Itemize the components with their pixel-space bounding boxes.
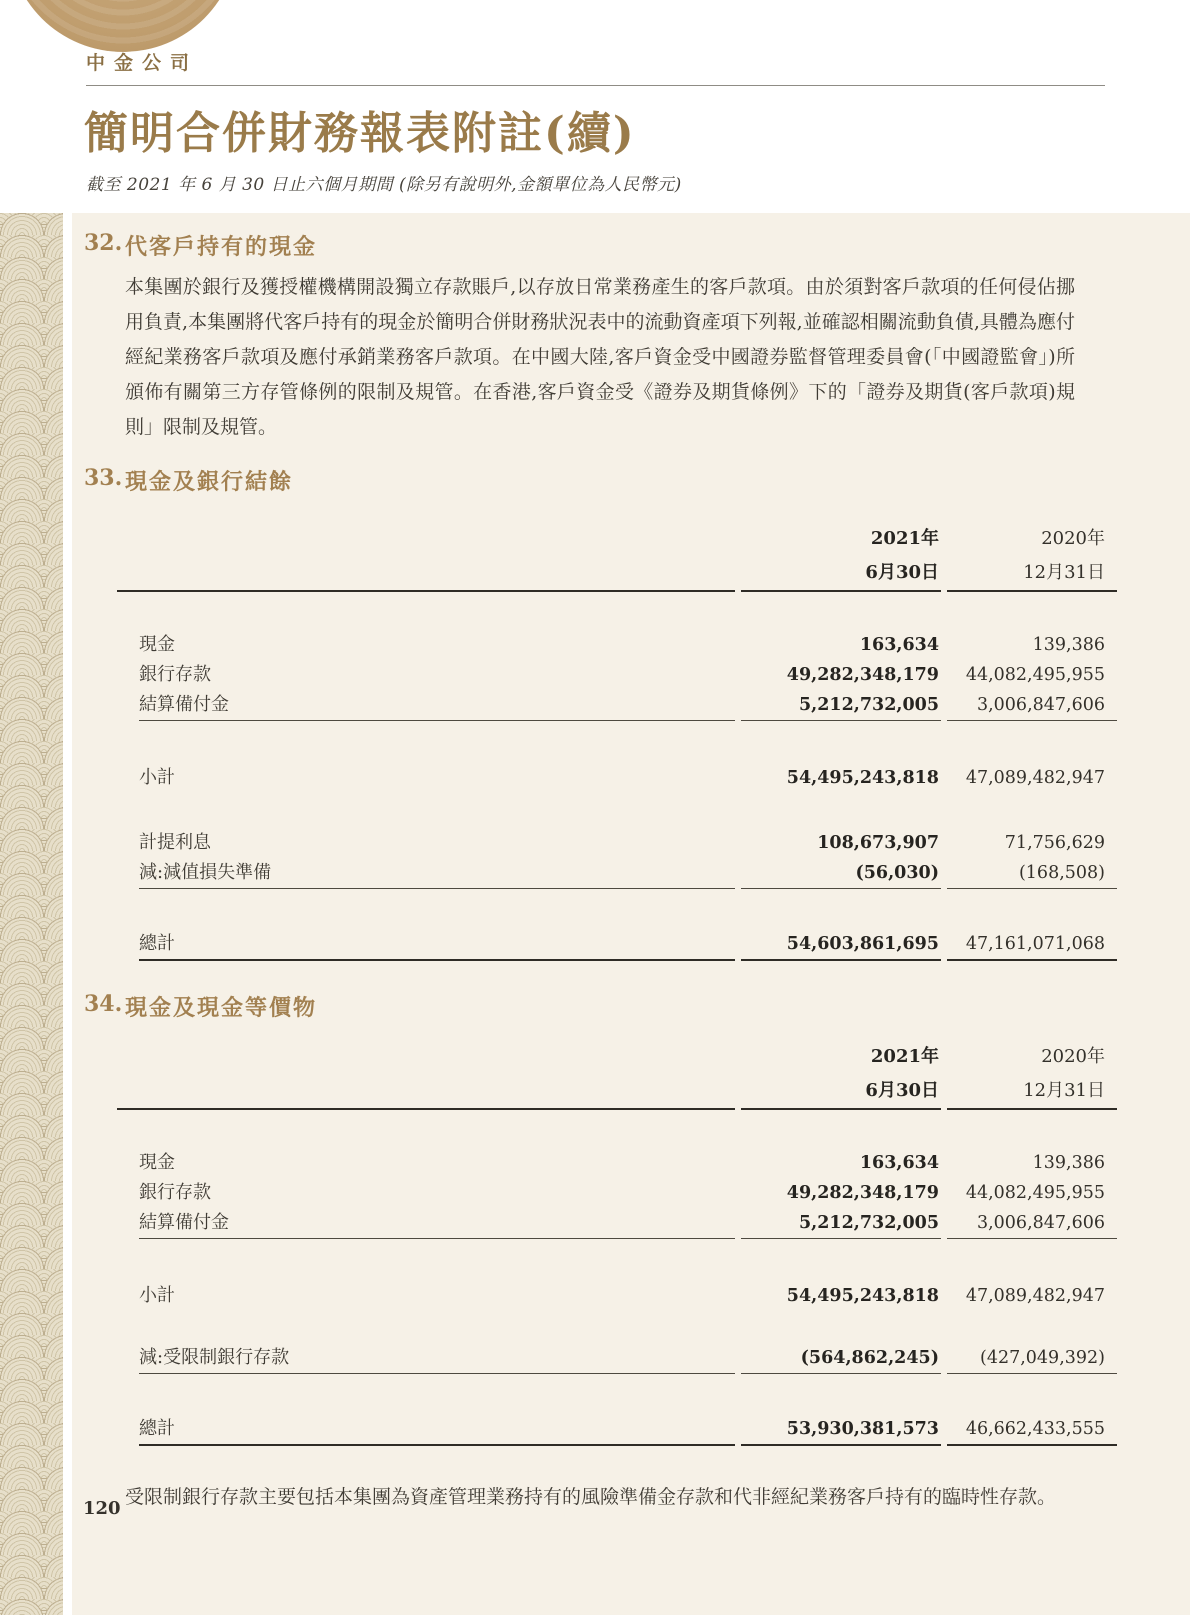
row-label: 銀行存款: [139, 664, 211, 685]
table-34-header: [117, 1040, 1117, 1108]
table-row: [117, 660, 1117, 690]
document-title: 簡明合併財務報表附註(續): [84, 108, 636, 159]
section-34-heading: [84, 961, 1190, 1022]
header-rule: [117, 590, 1117, 592]
section-32: [72, 213, 1190, 445]
section-33: [72, 445, 1190, 961]
table-row: [117, 1178, 1117, 1208]
table-row: [117, 828, 1117, 858]
row-label: 銀行存款: [139, 1182, 211, 1203]
column-header-2021: 2021年 6月30日: [865, 1046, 939, 1101]
total-rule: [117, 959, 1117, 961]
column-header-2020: 2020年 12月31日: [1023, 1046, 1105, 1101]
table-33-header: [117, 522, 1117, 590]
value-2021: 49,282,348,179: [786, 1183, 939, 1203]
value-2020: 139,386: [1032, 1153, 1105, 1173]
value-2020: (427,049,392): [980, 1348, 1105, 1368]
section-32-title: 代客戶持有的現金: [125, 234, 318, 260]
value-2020: 47,089,482,947: [965, 1286, 1105, 1306]
table-row-subtotal: [117, 763, 1117, 793]
row-label: 計提利息: [139, 832, 211, 853]
table-row: [117, 1148, 1117, 1178]
table-row-subtotal: [117, 1281, 1117, 1311]
content-area: [72, 213, 1190, 1615]
section-34-number: 34.: [84, 991, 123, 1017]
row-label: 小計: [139, 1285, 175, 1306]
section-32-number: 32.: [84, 230, 123, 256]
value-2021: 163,634: [859, 1153, 939, 1173]
row-label: 總計: [139, 933, 175, 954]
table-row: [117, 1208, 1117, 1238]
company-name: 中金公司: [86, 52, 199, 74]
table-cash-and-cash-equivalents: [117, 1040, 1117, 1446]
value-2021: 163,634: [859, 635, 939, 655]
row-label: 減:受限制銀行存款: [139, 1347, 290, 1368]
table-row-total: [117, 1414, 1117, 1444]
table-row-total: [117, 929, 1117, 959]
document-subtitle: 截至 2021 年 6 月 30 日止六個月期間 (除另有說明外,金額單位為人民幣元): [86, 175, 682, 195]
value-2020: (168,508): [1018, 863, 1105, 883]
wave-pattern-strip: [0, 213, 63, 1615]
subtotal-rule: [117, 720, 1117, 721]
section-34-title: 現金及現金等價物: [125, 995, 318, 1021]
value-2021: 54,603,861,695: [786, 934, 939, 954]
value-2020: 3,006,847,606: [976, 695, 1105, 715]
value-2021: 54,495,243,818: [786, 1286, 939, 1306]
header-rule: [117, 1108, 1117, 1110]
value-2020: 46,662,433,555: [965, 1419, 1105, 1439]
value-2020: 139,386: [1032, 635, 1105, 655]
value-2021: 5,212,732,005: [798, 1213, 939, 1233]
value-2020: 47,089,482,947: [965, 768, 1105, 788]
value-2020: 71,756,629: [1004, 833, 1105, 853]
value-2020: 44,082,495,955: [965, 665, 1105, 685]
section-32-body: 本集團於銀行及獲授權機構開設獨立存款賬戶,以存放日常業務產生的客戶款項。由於須對客戶款項的任何侵佔挪用負責,本集團將代客戶持有的現金於簡明合併財務狀況表中的流動資產項下列報,並確認相關流動負債,具體為應付經紀業務客戶款項及應付承銷業務客戶款項。在中國大陸,客戶資金受中國證券監督管理委員會(「中國證監會」)所頒佈有關第三方存管條例的限制及規管。在香港,客戶資金受《證券及期貨條例》下的「證券及期貨(客戶款項)規則」限制及規管。: [125, 276, 1075, 438]
table-row: [117, 690, 1117, 720]
table-row: [117, 630, 1117, 660]
row-label: 小計: [139, 767, 175, 788]
table-cash-and-bank-balances: [117, 522, 1117, 961]
section-33-heading: [84, 445, 1190, 496]
total-rule: [117, 1444, 1117, 1446]
table-row: [117, 1343, 1117, 1373]
section-32-heading: [84, 213, 1190, 261]
table-row: [117, 858, 1117, 888]
value-2021: 54,495,243,818: [786, 768, 939, 788]
value-2020: 3,006,847,606: [976, 1213, 1105, 1233]
row-label: 減:減值損失準備: [139, 862, 272, 883]
row-label: 結算備付金: [139, 694, 229, 715]
pre-total-rule: [117, 1373, 1117, 1374]
value-2021: 5,212,732,005: [798, 695, 939, 715]
value-2020: 47,161,071,068: [965, 934, 1105, 954]
header-divider-rule: [86, 85, 1105, 86]
row-label: 現金: [139, 1152, 175, 1173]
column-header-2020: 2020年 12月31日: [1023, 528, 1105, 583]
company-logo-circle: [8, 0, 238, 52]
section-33-title: 現金及銀行結餘: [125, 469, 294, 495]
value-2021: (56,030): [855, 863, 939, 883]
section-33-number: 33.: [84, 465, 123, 491]
value-2020: 44,082,495,955: [965, 1183, 1105, 1203]
row-label: 現金: [139, 634, 175, 655]
value-2021: 53,930,381,573: [786, 1419, 939, 1439]
column-header-2021: 2021年 6月30日: [865, 528, 939, 583]
value-2021: (564,862,245): [800, 1348, 939, 1368]
value-2021: 49,282,348,179: [786, 665, 939, 685]
page-number: 120: [83, 1498, 121, 1519]
note-restricted-deposits: 受限制銀行存款主要包括本集團為資產管理業務持有的風險準備金存款和代非經紀業務客戶持有的臨時性存款。: [125, 1486, 1057, 1508]
row-label: 結算備付金: [139, 1212, 229, 1233]
section-34: [72, 961, 1190, 1512]
pre-total-rule: [117, 888, 1117, 889]
row-label: 總計: [139, 1418, 175, 1439]
value-2021: 108,673,907: [817, 833, 939, 853]
subtotal-rule: [117, 1238, 1117, 1239]
